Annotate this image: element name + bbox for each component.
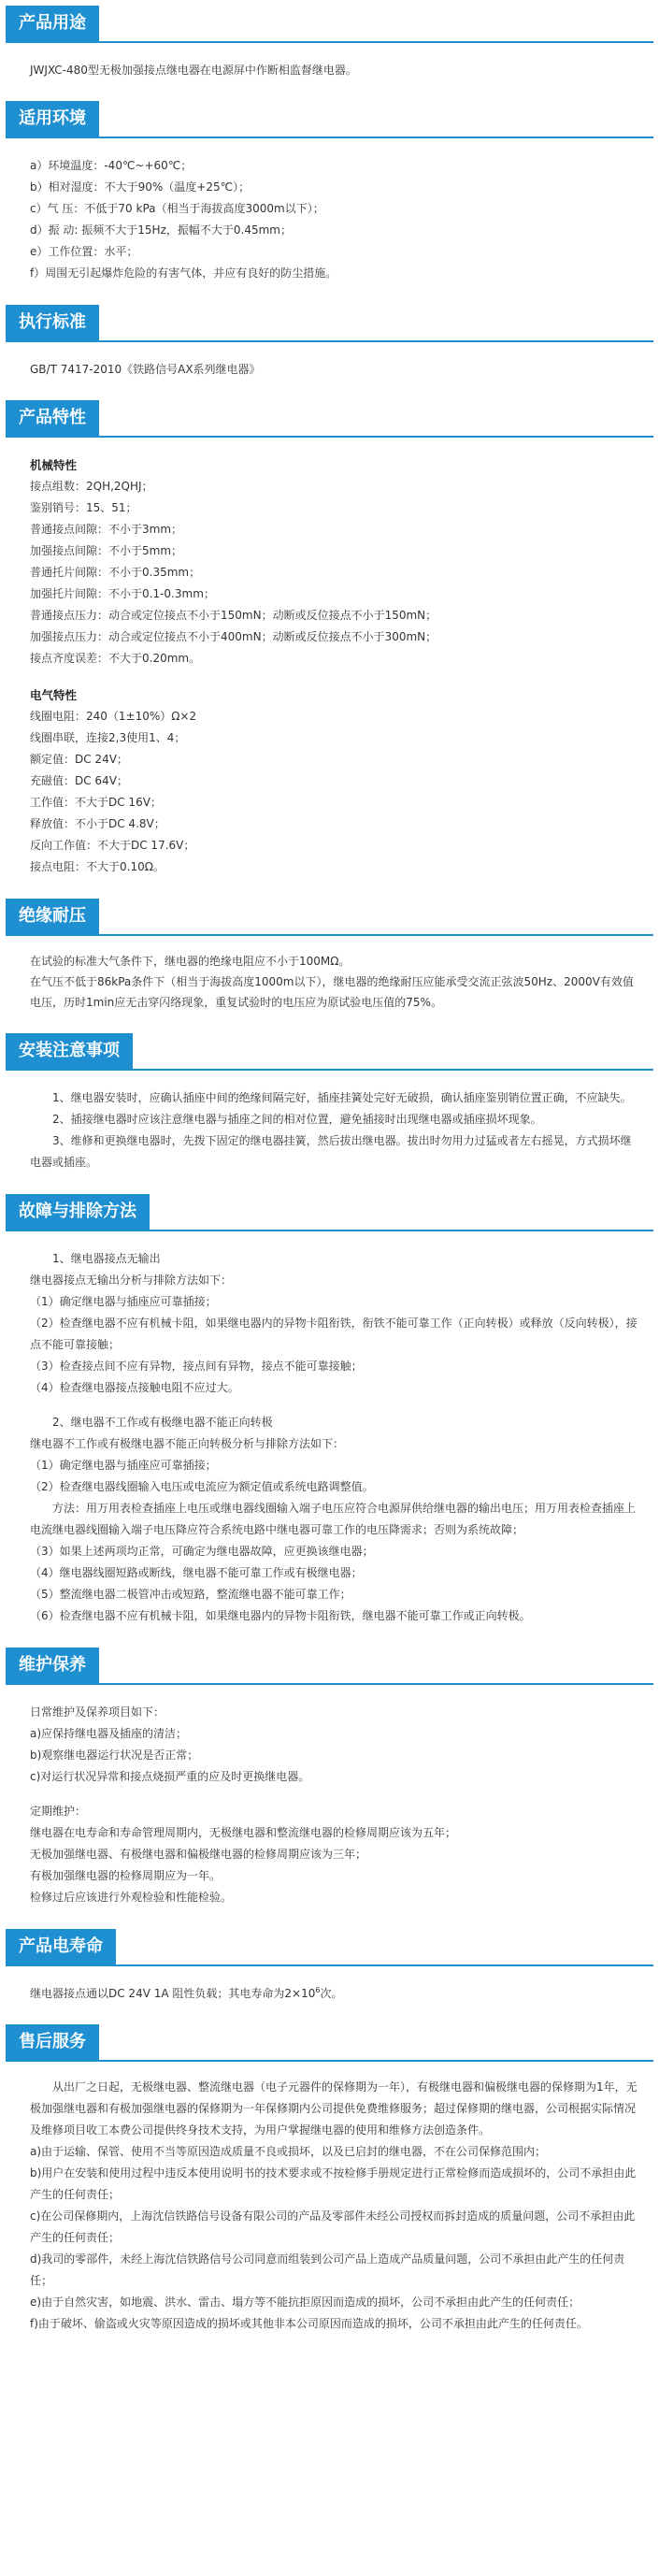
list-item: （2）检查继电器线圈输入电压或电流应为额定值或系统电路调整值。 <box>30 1480 374 1493</box>
list-item: e)由于自然灾害，如地震、洪水、雷击、塌方等不能抗拒原因而造成的损坏，公司不承担由此产生的任何责任； <box>30 2295 580 2309</box>
list-item: 额定值：DC 24V； <box>30 753 128 766</box>
section-title: 安装注意事项 <box>6 1033 133 1069</box>
section-title: 售后服务 <box>6 2024 99 2060</box>
body-text <box>30 1983 640 2004</box>
body-text: 2、插接继电器时应该注意继电器与插座之间的相对位置，避免插接时出现继电器或插座损坏现象。 <box>52 1113 542 1126</box>
list-item: （3）检查接点间不应有异物，接点间有异物，接点不能可靠接触； <box>30 1360 363 1373</box>
list-item: （2）检查继电器不应有机械卡阻，如果继电器内的异物卡阻衔铁，衔铁不能可靠工作（正向转极）或释放（反向转极），接点不能可靠接触； <box>30 1317 638 1351</box>
list-item: b)用户在安装和使用过程中违反本使用说明书的技术要求或不按检修手册规定进行正常检修而造成损坏的，公司不承担由此产生的任何责任； <box>30 2166 637 2201</box>
section-title: 产品用途 <box>6 6 99 41</box>
body-text: 继电器接点无输出分析与排除方法如下： <box>30 1274 233 1287</box>
list-item: 鉴别销号：15、51； <box>30 501 137 514</box>
list-item: （4）检查继电器接点接触电阻不应过大。 <box>30 1381 239 1394</box>
body-text: JWJXC-480型无极加强接点继电器在电源屏中作断相监督继电器。 <box>30 64 357 77</box>
list-item: 普通接点间隙：不小于3mm； <box>30 523 183 536</box>
list-item: 普通托片间隙：不小于0.35mm； <box>30 566 201 579</box>
list-item: 加强托片间隙：不小于0.1-0.3mm； <box>30 587 215 600</box>
subheading-electrical: 电气特性 <box>30 688 78 702</box>
section-environment <box>0 101 659 305</box>
body-text: 1、继电器安装时，应确认插座中间的绝缘间隔完好，插座挂簧处完好无破损，确认插座鉴别销位置正确，不应缺失。 <box>52 1091 632 1104</box>
list-item: 有极加强继电器的检修周期应为一年。 <box>30 1869 222 1882</box>
list-item: 加强接点压力：动合或定位接点不小于400mN；动断或反位接点不小于300mN； <box>30 630 437 643</box>
body-text: 在气压不低于86kPa条件下（相当于海拔高度1000m以下），继电器的绝缘耐压应能承受交流正弦波50Hz、2000V有效值电压，历时1min应无击穿闪络现象，重复试验时的电压应为原试验电压值的75%。 <box>30 975 634 1009</box>
list-item: 方法：用万用表检查插座上电压或继电器线圈输入端子电压应符合电源屏供给继电器的输出电压；用万用表检查插座上电流继电器线圈输入端子电压降应符合系统电路中继电器可靠工作的电压降需求；否则为系统故障； <box>30 1502 637 1536</box>
list-item: 无极加强继电器、有极继电器和偏极继电器的检修周期应该为三年； <box>30 1848 367 1861</box>
list-item: 继电器在电寿命和寿命管理周期内，无极继电器和整流继电器的检修周期应该为五年； <box>30 1826 457 1839</box>
list-item: 普通接点压力：动合或定位接点不小于150mN；动断或反位接点不小于150mN； <box>30 609 437 622</box>
list-item: 线圈串联，连接2,3使用1、4； <box>30 731 186 744</box>
list-item: 线圈电阻：240（1±10%）Ω×2 <box>30 710 197 723</box>
section-title: 适用环境 <box>6 101 99 137</box>
list-item: f）周围无引起爆炸危险的有害气体，并应有良好的防尘措施。 <box>30 266 337 280</box>
list-item: 加强接点间隙：不小于5mm； <box>30 544 183 557</box>
section-title: 执行标准 <box>6 305 99 340</box>
list-item: d)我司的零部件，未经上海沈信铁路信号公司同意而组装到公司产品上造成产品质量问题，公司不承担由此产生的任何责任； <box>30 2252 625 2287</box>
subheading-mechanical: 机械特性 <box>30 458 78 472</box>
body-text: 继电器不工作或有极继电器不能正向转极分析与排除方法如下： <box>30 1437 345 1450</box>
list-item: c）气 压：不低于70 kPa（相当于海拔高度3000m以下）； <box>30 202 324 215</box>
section-installation <box>0 1033 659 1194</box>
list-item: 反向工作值：不大于DC 17.6V； <box>30 839 195 852</box>
list-item: c)对运行状况异常和接点烧损严重的应及时更换继电器。 <box>30 1770 310 1783</box>
section-insulation <box>0 899 659 1033</box>
section-troubleshooting <box>0 1194 659 1648</box>
list-item: （3）如果上述两项均正常，可确定为继电器故障，应更换该继电器； <box>30 1545 374 1558</box>
section-title: 产品特性 <box>6 400 99 436</box>
body-text: 定期维护： <box>30 1805 87 1818</box>
section-electrical-life <box>0 1929 659 2024</box>
section-maintenance <box>0 1648 659 1929</box>
list-item: 接点电阻：不大于0.10Ω。 <box>30 860 165 873</box>
list-item: 接点组数：2QH,2QHJ； <box>30 480 153 493</box>
list-item: 工作值：不大于DC 16V； <box>30 796 162 809</box>
list-item: （1）确定继电器与插座应可靠插接； <box>30 1295 217 1308</box>
fault-group-title: 1、继电器接点无输出 <box>52 1252 161 1265</box>
list-item: a)应保持继电器及插座的清洁； <box>30 1727 188 1740</box>
section-title: 绝缘耐压 <box>6 899 99 934</box>
life-prefix: 继电器接点通以DC 24V 1A 阻性负载；其电寿命为2×10 <box>30 1987 316 2000</box>
life-suffix: 次。 <box>320 1987 343 2000</box>
section-title: 产品电寿命 <box>6 1929 116 1964</box>
section-after-sales <box>0 2024 659 2344</box>
section-title: 故障与排除方法 <box>6 1194 150 1230</box>
section-title: 维护保养 <box>6 1648 99 1683</box>
body-text: 在试验的标准大气条件下，继电器的绝缘电阻应不小于100MΩ。 <box>30 955 351 968</box>
body-text: 从出厂之日起，无极继电器、整流继电器（电子元器件的保修期为一年），有极继电器和偏极继电器的保修期为1年，无极加强继电器和有极加强继电器的保修期为一年保修期内公司提供免费维修服务；超过保修期的继电器，公司根据实际情况及维修项目收工本费公司提供终身技术支持，为用户掌握继电器的使用和维修方法创造条件。 <box>30 2080 638 2137</box>
body-text: GB/T 7417-2010《铁路信号AX系列继电器》 <box>30 363 261 376</box>
list-item: a）环境温度：-40℃~+60℃； <box>30 159 193 172</box>
list-item: 释放值：不小于DC 4.8V； <box>30 817 165 830</box>
list-item: e）工作位置：水平； <box>30 245 138 258</box>
list-item: c)在公司保修期内，上海沈信铁路信号设备有限公司的产品及零部件未经公司授权而拆封造成的质量问题，公司不承担由此产生的任何责任； <box>30 2209 636 2244</box>
list-item: f)由于破坏、偷盗或火灾等原因造成的损坏或其他非本公司原因而造成的损坏，公司不承担由此产生的任何责任。 <box>30 2317 588 2330</box>
list-item: （5）整流继电器二极管冲击或短路，整流继电器不能可靠工作； <box>30 1588 351 1601</box>
list-item: （6）检查继电器不应有机械卡阻，如果继电器内的异物卡阻衔铁，继电器不能可靠工作或正向转极。 <box>30 1609 531 1622</box>
list-item: （4）继电器线圈短路或断线，继电器不能可靠工作或有极继电器； <box>30 1566 363 1579</box>
fault-group-title: 2、继电器不工作或有极继电器不能正向转极 <box>52 1416 273 1429</box>
list-item: 接点齐度误差：不大于0.20mm。 <box>30 652 201 665</box>
list-item: a)由于运输、保管、使用不当等原因造成质量不良或损坏，以及已启封的继电器，不在公司保修范围内； <box>30 2145 547 2158</box>
list-item: b)观察继电器运行状况是否正常； <box>30 1749 199 1762</box>
list-item: 充磁值：DC 64V； <box>30 774 128 787</box>
body-text: 3、维修和更换继电器时，先拨下固定的继电器挂簧，然后拔出继电器。拔出时勿用力过猛或者左右摇晃，方式损坏继电器或插座。 <box>30 1134 632 1169</box>
section-usage <box>0 0 659 101</box>
body-text: 日常维护及保养项目如下： <box>30 1705 165 1719</box>
list-item: 检修过后应该进行外观检验和性能检验。 <box>30 1891 233 1904</box>
section-standard <box>0 305 659 400</box>
section-features <box>0 400 659 899</box>
list-item: （1）确定继电器与插座应可靠插接； <box>30 1459 217 1472</box>
list-item: d）振 动: 振频不大于15Hz，振幅不大于0.45mm； <box>30 223 292 237</box>
life-exponent: 6 <box>315 1986 321 1994</box>
list-item: b）相对湿度：不大于90%（温度+25℃）； <box>30 180 251 194</box>
